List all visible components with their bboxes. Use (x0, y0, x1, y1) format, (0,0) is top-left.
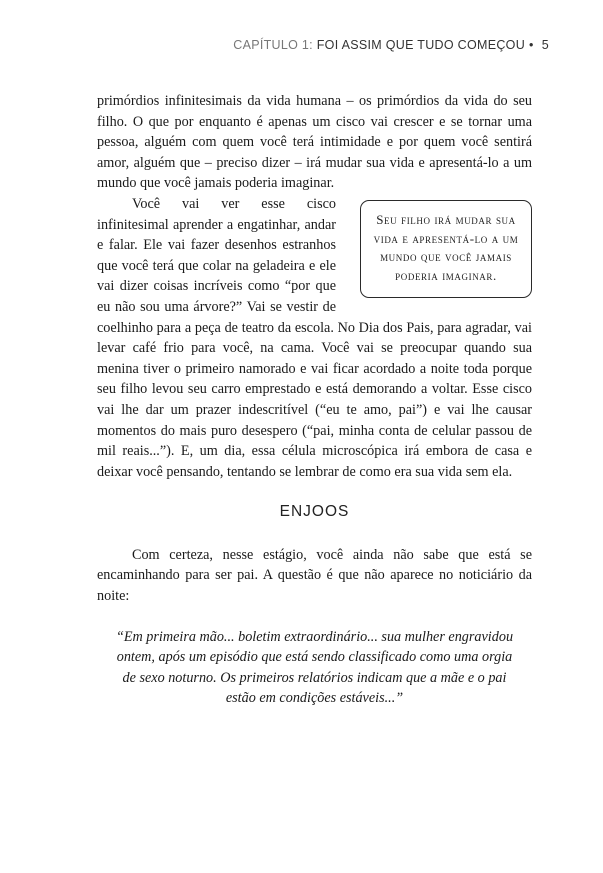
paragraph-3: Com certeza, nesse estágio, você ainda não sabe que está se encaminhando para ser pai. A questão é que não aparece no noticiário da noite: (97, 546, 532, 605)
paragraph-2: Você vai ver esse cisco infinitesimal aprender a engatinhar, andar e falar. Ele vai fazer desenhos estranhos que você terá que colar na geladeira e ele vai dizer coisas incríveis como “por que eu não sou uma árvore?” Vai se vestir de coelhinho para a peça de teatro da escola. No Dia dos Pais, para agradar, vai levar café frio para você, na cama. Você vai se preocupar quando sua menina tiver o primeiro namorado e vai ficar acordado a noite toda porque seu filho levou seu carro emprestado e está demorando a voltar. Esse cisco vai lhe dar um prazer indescritível (“eu te amo, pai”) e vai lhe causar momentos do mais puro desespero (“pai, minha conta de celular passou de mil reais...”). E, um dia, essa célula microscópica irá embora de casa e deixar você pensando, tentando se lembrar de como era sua vida sem ela. (97, 195, 532, 480)
paragraph-1: primórdios infinitesimais da vida humana – os primórdios da vida do seu filho. O que por enquanto é apenas um cisco vai crescer e se tornar uma pessoa, alguém com quem você terá intimidade e por quem você sentirá amor, alguém que – preciso dizer – irá mudar sua vida e apresentá-lo a um mundo que você jamais poderia imaginar. (97, 93, 532, 192)
section-heading: ENJOOS (279, 503, 350, 521)
paragraph-2-wrapper (97, 194, 532, 482)
header-bullet: • (529, 38, 534, 52)
running-header (233, 38, 549, 52)
chapter-label: CAPÍTULO 1: (233, 38, 313, 52)
pull-quote-box: Seu filho irá mudar sua vida e apresentá-lo a um mundo que você jamais poderia imaginar. (360, 200, 532, 298)
block-quote: “Em primeira mão... boletim extraordinário... sua mulher engravidou ontem, após um episódio que está sendo classificado como uma orgia de sexo noturno. Os primeiros relatórios indicam que a mãe e o pai estão em condições estáveis...” (115, 628, 514, 707)
page-number: 5 (541, 38, 549, 52)
page-body (97, 91, 532, 709)
chapter-title: FOI ASSIM QUE TUDO COMEÇOU (316, 38, 526, 52)
